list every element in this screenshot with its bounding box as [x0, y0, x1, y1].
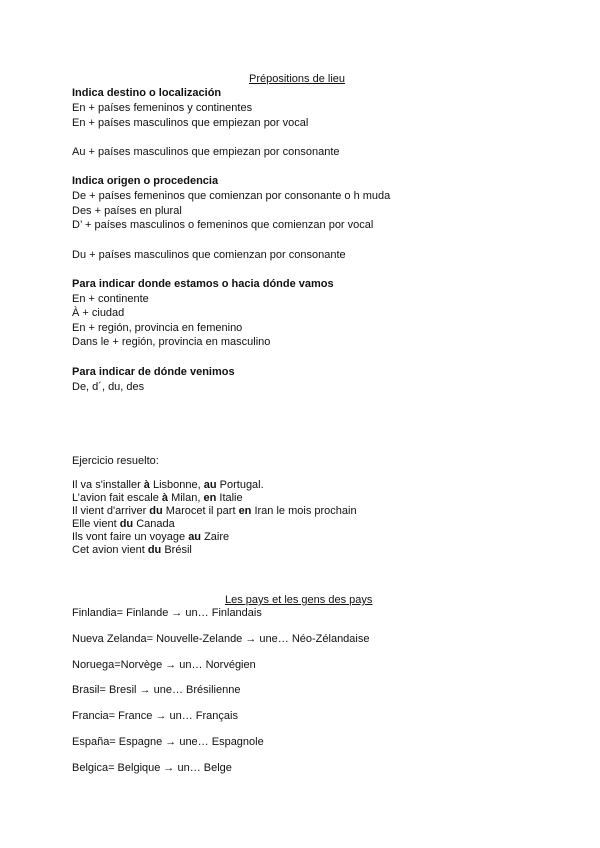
section-heading-destino: Indica destino o localización — [72, 87, 222, 99]
rule-line: Des + países en plural — [72, 205, 182, 217]
country-line: Brasil= Bresil → une… Brésilienne — [72, 684, 241, 696]
exercise-sentence: Il va s'installer à Lisbonne, au Portugal. — [72, 479, 264, 491]
rule-line: À + ciudad — [72, 307, 125, 319]
rule-line: Au + países masculinos que empiezan por consonante — [72, 146, 340, 158]
exercise-sentence: Il vient d'arriver du Marocet il part en Iran le mois prochain — [72, 505, 357, 517]
country-line: Belgica= Belgique → un… Belge — [72, 762, 232, 774]
country-line: Nueva Zelanda= Nouvelle-Zelande → une… Néo-Zélandaise — [72, 633, 370, 645]
country-line: Finlandia= Finlande → un… Finlandais — [72, 607, 262, 619]
country-line: Francia= France → un… Français — [72, 710, 238, 722]
rule-line: En + región, provincia en femenino — [72, 322, 243, 334]
rule-line: En + países masculinos que empiezan por vocal — [72, 117, 309, 129]
exercise-sentence: Cet avion vient du Brésil — [72, 544, 192, 556]
rule-line: D’ + países masculinos o femeninos que comienzan por vocal — [72, 219, 374, 231]
section-heading-origen: Indica origen o procedencia — [72, 175, 219, 187]
rule-line: Dans le + región, provincia en masculino — [72, 336, 271, 348]
exercise-sentence: L’avion fait escale à Milan, en Italie — [72, 492, 243, 504]
rule-line: De + países femeninos que comienzan por consonante o h muda — [72, 190, 391, 202]
rule-line: En + continente — [72, 293, 149, 305]
page-title: Prépositions de lieu — [249, 73, 346, 85]
rule-line: En + países femeninos y continentes — [72, 102, 253, 114]
countries-title: Les pays et les gens des pays — [225, 594, 373, 606]
rule-line: De, d´, du, des — [72, 381, 145, 393]
section-heading-donde-estamos: Para indicar donde estamos o hacia dónde vamos — [72, 278, 334, 290]
exercise-label: Ejercicio resuelto: — [72, 455, 159, 467]
country-line: Noruega=Norvège → un… Norvégien — [72, 659, 256, 671]
exercise-sentence: Ils vont faire un voyage au Zaire — [72, 531, 230, 543]
rule-line: Du + países masculinos que comienzan por consonante — [72, 249, 346, 261]
country-line: España= Espagne → une… Espagnole — [72, 736, 264, 748]
section-heading-venimos: Para indicar de dónde venimos — [72, 366, 235, 378]
exercise-sentence: Elle vient du Canada — [72, 518, 175, 530]
